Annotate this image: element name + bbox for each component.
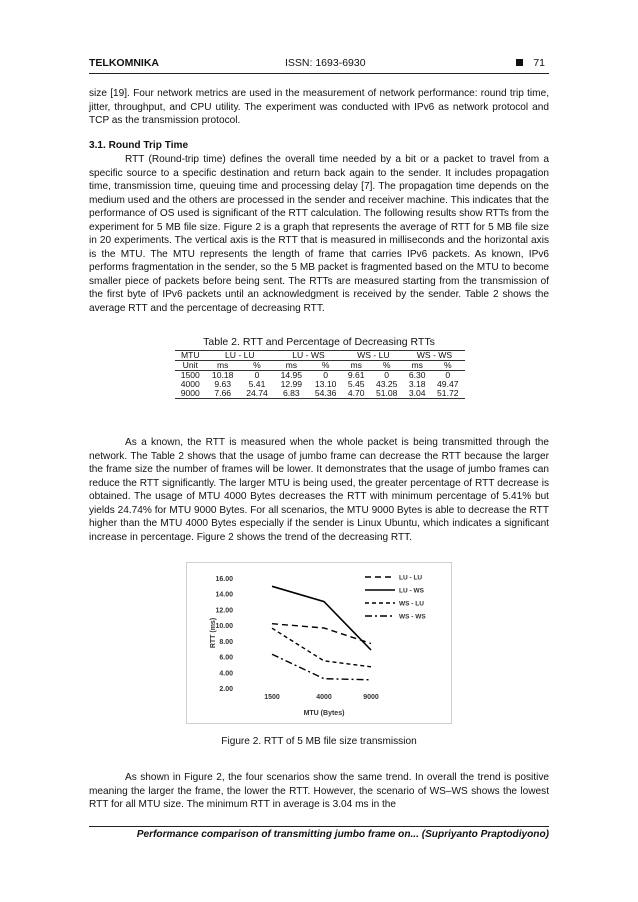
table-header-cell: WS - LU (357, 350, 390, 360)
footer-rule (89, 826, 549, 827)
rtt-table (175, 350, 465, 399)
table-header-cell: LU - LU (225, 350, 255, 360)
table-header-row (175, 351, 465, 361)
table-cell: 13.10 (314, 379, 337, 389)
table-cell: 12.99 (280, 379, 303, 389)
y-tick-label: 8.00 (219, 638, 233, 646)
table-caption: Table 2. RTT and Percentage of Decreasing RTTs (203, 336, 435, 348)
paragraph-discussion: As a known, the RTT is measured when the whole packet is being transmitted through the network. The Table 2 shows that the usage of jumbo frame can decrease the RTT because the larger the frame size the number of frames will be lower. It demonstrates that the usage of jumbo frames can reduce the RTT significantly. The larger MTU is being used, the greater percentage of RTT decrease is obtained. The usage of MTU 4000 Bytes decreases the RTT with minimum percentage of 5.41% but yields 24.74% for MTU 9000 Bytes. For all scenarios, the MTU 9000 Bytes is able to decrease the RTT higher than the MTU 4000 Bytes especially if the sender is Linux Ubuntu, which indicates a significant increase in percentage. Figure 2 shows the trend of the decreasing RTT. (89, 437, 549, 543)
table-cell: 9000 (180, 388, 200, 398)
page-footer: Performance comparison of transmitting jumbo frame on... (Supriyanto Praptodiyono) (136, 829, 549, 840)
y-tick-label: 14.00 (215, 591, 233, 599)
legend-label: WS - WS (399, 613, 426, 621)
table-unit-row (175, 361, 465, 371)
table-cell: 6.30 (408, 370, 426, 380)
y-tick-label: 4.00 (219, 670, 233, 678)
table-cell: 0 (323, 370, 329, 380)
section-heading: 3.1. Round Trip Time (89, 140, 189, 151)
table-unit-cell: % (443, 360, 452, 370)
table-cell: 10.18 (211, 370, 234, 380)
table-cell: 4.70 (347, 388, 365, 398)
table-unit-cell: % (253, 360, 261, 370)
table-row (175, 389, 465, 399)
y-axis-label: RTT (ms) (210, 617, 217, 649)
y-tick-label: 6.00 (219, 654, 233, 662)
table-cell: 49.47 (437, 379, 459, 389)
table-cell: 1500 (180, 370, 200, 380)
header-rule (89, 73, 549, 74)
legend-label: LU - WS (399, 587, 424, 595)
page-header (89, 57, 549, 73)
table-cell: 9.61 (347, 370, 365, 380)
table-cell: 6.83 (282, 388, 300, 398)
y-tick-label: 10.00 (215, 623, 233, 631)
series-line-lu-ws (272, 586, 371, 650)
square-bullet-icon (516, 59, 523, 66)
table-cell: 5.41 (248, 379, 266, 389)
page-number: 71 (533, 57, 545, 69)
paragraph-intro: size [19]. Four network metrics are used in the measurement of network performance: round trip time, jitter, throughput, and CPU utility. The experiment was conducted with IPv6 as network protocol and TCP as the transmission protocol. (89, 88, 549, 126)
table-cell: 0 (384, 370, 390, 380)
table-cell: 24.74 (246, 388, 268, 398)
issn: ISSN: 1693-6930 (285, 57, 366, 69)
x-tick-label: 1500 (264, 694, 280, 701)
table-header-cell: WS - WS (416, 350, 453, 360)
rtt-line-chart (187, 563, 451, 723)
table-cell: 43.25 (375, 379, 398, 389)
x-axis-label: MTU (Bytes) (303, 710, 345, 717)
y-tick-label: 12.00 (215, 607, 233, 615)
table-unit-cell: Unit (182, 360, 198, 370)
paragraph-rtt: RTT (Round-trip time) defines the overall time needed by a bit or a packet to travel from a specific source to a specific destination and return back again to the sender. It includes propagation time, transmission time, queuing time and processing delay [7]. The propagation time depends on the medium used and the others are processed in the sender and receiver machine. This indicates that the performance of OS used is significant of the RTT calculation. The following results show RTTs from the experiment for 5 MB file size. Figure 2 is a graph that represents the average of RTT for 5 MB file size in 20 experiments. The vertical axis is the RTT that is measured in milliseconds and the horizontal axis is the MTU. The MTU represents the length of frame that carries IPv6 packets. As known, IPv6 performs fragmentation in the sender, so the 5 MB packet is fragmented based on the MTU to become smaller piece of packets before being sent. The RTTs are measured starting from the transmission of the first byte of IPv6 packets until an acknowledgment is received by the sender. Table 2 shows the average RTT and the percentage of decreasing RTT. (89, 154, 549, 314)
legend-label: LU - LU (399, 574, 423, 582)
table-cell: 0 (254, 370, 260, 380)
table-cell: 54.36 (314, 388, 337, 398)
table-cell: 51.08 (375, 388, 398, 398)
figure-2 (186, 562, 452, 724)
table-cell: 5.45 (347, 379, 365, 389)
table-unit-cell: ms (216, 360, 229, 370)
table-unit-cell: ms (350, 360, 362, 370)
table-unit-cell: ms (285, 360, 298, 370)
table-unit-cell: ms (411, 360, 423, 370)
table-cell: 4000 (180, 379, 200, 389)
journal-name: TELKOMNIKA (89, 57, 159, 69)
series-line-ws-ws (272, 654, 371, 680)
table-cell: 0 (445, 370, 451, 380)
table-cell: 14.95 (280, 370, 303, 380)
x-tick-label: 4000 (316, 694, 332, 701)
y-tick-label: 2.00 (219, 686, 233, 693)
table-header-cell: LU - WS (292, 350, 325, 360)
x-tick-label: 9000 (363, 694, 379, 701)
table-cell: 51.72 (437, 388, 459, 398)
table-unit-cell: % (382, 360, 391, 370)
legend-label: WS - LU (399, 600, 424, 608)
figure-caption: Figure 2. RTT of 5 MB file size transmission (221, 736, 417, 747)
table-cell: 7.66 (214, 388, 232, 398)
paragraph-figure-discussion: As shown in Figure 2, the four scenarios show the same trend. In overall the trend is positive meaning the larger the frame, the lower the RTT. However, the scenario of WS–WS shows the lowest RTT for all MTU size. The minimum RTT in average is 3.04 ms in the (89, 772, 549, 810)
table-header-cell: MTU (180, 350, 200, 360)
table-unit-cell: % (321, 360, 330, 370)
table-cell: 3.18 (408, 379, 426, 389)
y-tick-label: 16.00 (215, 576, 233, 583)
table-cell: 3.04 (408, 388, 426, 398)
table-cell: 9.63 (214, 379, 232, 389)
